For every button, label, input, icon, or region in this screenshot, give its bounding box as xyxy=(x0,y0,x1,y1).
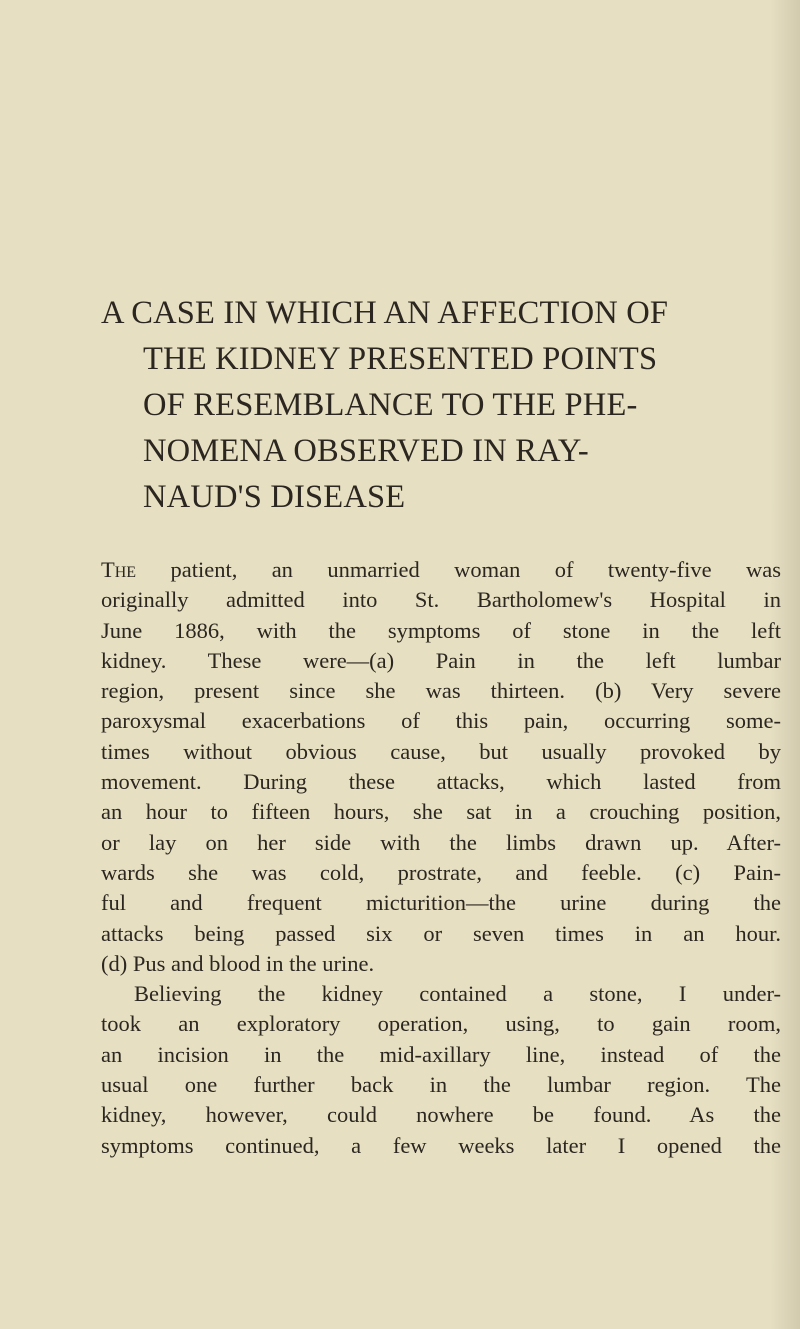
title-line: NAUD'S DISEASE xyxy=(143,479,406,515)
body-line: took an exploratory operation, using, to gain room, xyxy=(101,1011,781,1037)
body-line: ful and frequent micturition—the urine during the xyxy=(101,890,781,916)
title-line: A CASE IN WHICH AN AFFECTION OF xyxy=(101,295,669,331)
body-line: movement. During these attacks, which lasted from xyxy=(101,769,781,795)
body-line: times without obvious cause, but usually provoked by xyxy=(101,738,781,764)
body-line: region, present since she was thirteen. (b) Very severe xyxy=(101,678,781,704)
body-line: usual one further back in the lumbar region. The xyxy=(101,1072,781,1098)
body-line: an hour to fifteen hours, she sat in a crouching position, xyxy=(101,799,781,825)
body-line: attacks being passed six or seven times in an hour. xyxy=(101,920,781,946)
body-line-text: patient, an unmarried woman of twenty-five was xyxy=(136,557,781,582)
body-line: an incision in the mid-axillary line, instead of the xyxy=(101,1041,781,1067)
body-line: wards she was cold, prostrate, and feeble. (c) Pain- xyxy=(101,859,781,885)
body-line xyxy=(101,555,781,585)
body-line: kidney. These were—(a) Pain in the left lumbar xyxy=(101,647,781,673)
lead-word: The xyxy=(101,557,137,582)
title-line: NOMENA OBSERVED IN RAY- xyxy=(143,433,589,469)
body-line: paroxysmal exacerbations of this pain, occurring some- xyxy=(101,708,781,734)
body-line: Believing the kidney contained a stone, I under- xyxy=(134,981,781,1007)
body-line: originally admitted into St. Bartholomew's Hospital in xyxy=(101,587,781,613)
body-line: symptoms continued, a few weeks later I opened the xyxy=(101,1132,781,1158)
title-line: OF RESEMBLANCE TO THE PHE- xyxy=(143,387,638,423)
body-line: or lay on her side with the limbs drawn up. After- xyxy=(101,829,781,855)
body-line: (d) Pus and blood in the urine. xyxy=(101,950,375,976)
body-line: kidney, however, could nowhere be found. As the xyxy=(101,1102,781,1128)
article-body xyxy=(101,555,781,1161)
body-line: June 1886, with the symptoms of stone in the left xyxy=(101,617,781,643)
title-line: THE KIDNEY PRESENTED POINTS xyxy=(143,341,658,377)
article-title xyxy=(101,290,781,520)
